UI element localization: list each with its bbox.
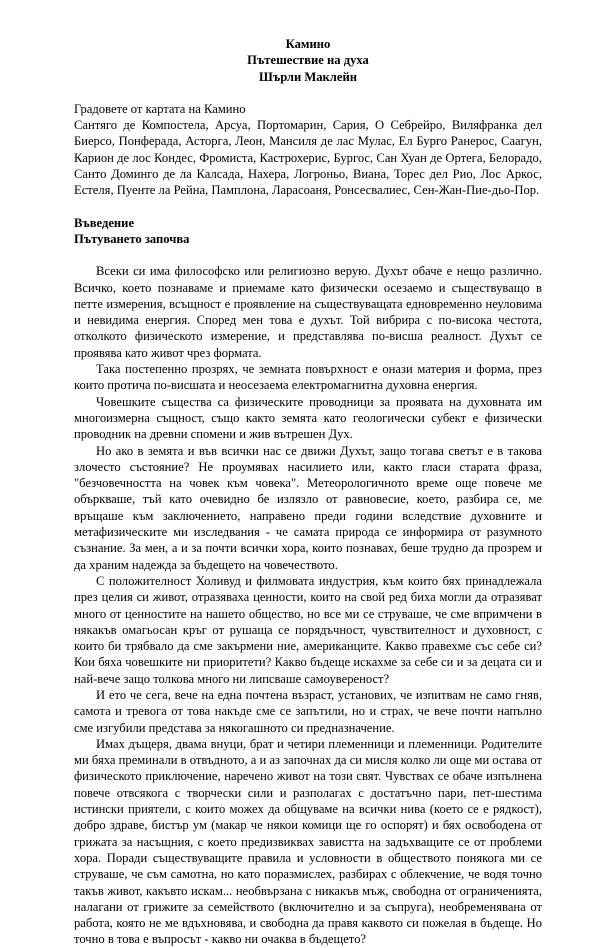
body-text bbox=[74, 263, 542, 947]
paragraph: Така постепенно прозрях, че земната повърхност е онази материя и форма, през които протича по-висшата и неосезаема електромагнитна духовна енергия. bbox=[74, 362, 542, 393]
book-title: Камино bbox=[285, 37, 331, 51]
book-subtitle: Пътешествие на духа bbox=[247, 53, 369, 68]
paragraph: Но ако в земята и във всички нас се движи Духът, защо тогава светът е в такова злочесто състояние? Не проумявах насилието или, както гласи старата фраза, "безчовечността на човек към човека". Метеорологичното време още повече ме объркваше, тъй като очевидно бе излязло от равновесие, което, разбира се, ме връщаше към заключението, направено преди години вследствие духовните и метафизическите ми изследвания - че самата природа се информира от разумното съзнание. За мен, а и за почти всички хора, които познавах, беше трудно да прозрем и да храним надежда за бъдещето на човечеството. bbox=[74, 443, 542, 572]
paragraph: Всеки си има философско или религиозно верую. Духът обаче е нещо различно. Всичко, което познаваме и приемаме като физически осезаемо и съществуващо в петте измерения, всъщност е проявление на съществуващата едновременно неуловима и невидима енергия. Според мен това е духът. Той вибрира с по-висока честота, отколкото физическото измерение, и представлява по-висша реалност. Духът се проявява като живот чрез формата. bbox=[74, 264, 542, 360]
title-block bbox=[74, 36, 542, 85]
paragraph: Човешките същества са физическите проводници за проявата на духовната им многоизмерна същност, също както земята като геологически субект е физически проводник на древни спомени и жив вътрешен Дух. bbox=[74, 394, 542, 442]
cities-heading: Градовете от картата на Камино bbox=[74, 101, 246, 116]
introduction-subheading: Пътуването започва bbox=[74, 231, 190, 246]
introduction-heading: Въведение bbox=[74, 215, 135, 230]
paragraph: Имах дъщеря, двама внуци, брат и четири племенници и племенници. Родителите ми бяха преминали в отвъдното, а и аз започнах да си мисля колко ли още ми остава от физическото приключение, наречено живот на този свят. Чувствах се обаче изпълнена повече отвсякога с творчески сили и разполагах с достатъчно пари, пет-шестима истински приятели, с които можех да общуваме на всички нива (което се е рядкост), добро здраве, бистър ум (макар че някои комици ще го оспорят) и бях освободена от грижата за насъщния, с което предизвиквах завистта на задъхващите се от проблеми хора. Поради съществуващите правила и условности в обществото понякога ми се струваше, че съм самотна, но като поразмислех, разбирах с облекчение, че водя точно такъв живот, какъвто искам... необвързана с никакъв мъж, свободна от ограниченията, налагани от грижите за семейството (включително и за съпруга), необременявана от работа, която не ме вдъхновява, и свободна да правя каквото си пожелая в бъдеще. Но точно в това е въпросът - какво ни очаква в бъдещето? bbox=[74, 736, 542, 947]
paragraph: С положителност Холивуд и филмовата индустрия, към които бях принадлежала през целия си живот, отразяваха ценности, които на свой ред биха могли да отразяват много от ценностите на нашето общество, но все ми се струваше, че сме впримчени в някакъв омагьосан кръг от рушаща се порядъчност, чувствителност и духовност, с които би трябвало да сме закърмени ние, американците. Какво правехме със себе си? Кои бяха човешките ни приоритети? Какво бъдеще искахме за себе си и за децата си и най-вече защо толкова много ни липсваше самоувереност? bbox=[74, 573, 542, 686]
book-author: Шърли Маклейн bbox=[259, 69, 357, 84]
cities-list: Сантяго де Компостела, Арсуа, Портомарин, Сария, О Себрейро, Виляфранка дел Биерсо, Понферада, Асторга, Леон, Мансиля де лас Мулас, Ел Бурго Ранерос, Саагун, Карион де лос Кондес, Фромиста, Кастрохерис, Бургос, Сан Хуан де Ортега, Белорадо, Санто Доминго де ла Калсада, Нахера, Логроньо, Виана, Торес дел Рио, Лос Аркос, Естеля, Пуенте ла Рейна, Памплона, Ларасоаня, Ронсесвалиес, Сен-Жан-Пие-дьо-Пор. bbox=[74, 118, 542, 198]
paragraph: И ето че сега, вече на една почтена възраст, установих, че изпитвам не само гняв, самота и тревога от това накъде сме се запътили, но и страх, че вече почти напълно сме изгубили представа за някогашното си предназначение. bbox=[74, 687, 542, 735]
introduction-block bbox=[74, 215, 542, 248]
